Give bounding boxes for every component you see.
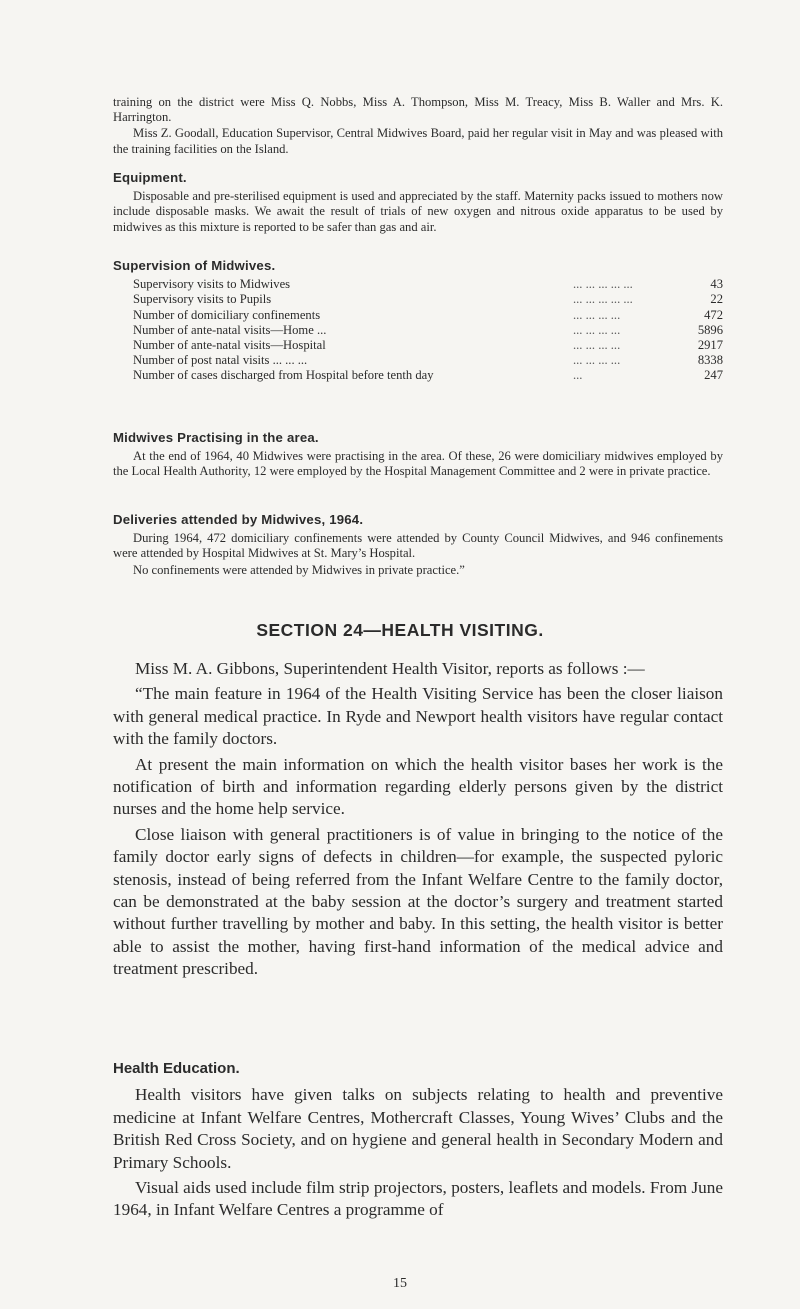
row-label: Number of ante-natal visits—Hospital (133, 338, 326, 353)
page-number: 15 (393, 1276, 407, 1291)
health-visiting-section (113, 658, 723, 984)
supervision-heading: Supervision of Midwives. (113, 258, 276, 273)
row-label: Number of ante-natal visits—Home ... (133, 322, 327, 337)
row-value: 8338 (697, 353, 723, 368)
row-value: 5896 (697, 322, 723, 337)
row-value: 43 (710, 277, 723, 292)
intro-paragraph-1: training on the district were Miss Q. Nobbs, Miss A. Thompson, Miss M. Treacy, Miss B. Waller and Mrs. K. Harrington. (113, 95, 723, 125)
intro-paragraph-2: Miss Z. Goodall, Education Supervisor, Central Midwives Board, paid her regular visit in May and was pleased with the training facilities on the Island. (113, 126, 723, 156)
row-dots: ... ... ... ... ... (573, 292, 633, 307)
supervision-table (133, 277, 723, 383)
table-row (133, 353, 723, 368)
row-dots: ... ... ... ... (573, 322, 621, 337)
health-education-section (113, 1058, 723, 1225)
equipment-paragraph: Disposable and pre-sterilised equipment is used and appreciated by the staff. Maternity packs issued to mothers now include disposable masks. We await the result of trials of new oxygen and nitrous oxide apparatus to be used by midwives as this mixture is reported to be safer than gas and air. (113, 189, 723, 234)
practising-section (113, 430, 723, 481)
practising-heading: Midwives Practising in the area. (113, 430, 319, 445)
row-dots: ... ... ... ... (573, 353, 621, 368)
section-title: SECTION 24—HEALTH VISITING. (256, 620, 544, 640)
row-value: 247 (704, 368, 723, 383)
deliveries-paragraph-2: No confinements were attended by Midwives in private practice.” (133, 562, 465, 577)
row-label: Supervisory visits to Midwives (133, 277, 291, 292)
table-row (133, 308, 723, 323)
row-label: Number of post natal visits ... ... ... (133, 353, 308, 368)
deliveries-heading: Deliveries attended by Midwives, 1964. (113, 512, 364, 527)
equipment-section (113, 170, 723, 236)
table-row (133, 338, 723, 353)
row-dots: ... ... ... ... (573, 338, 621, 353)
row-dots: ... ... ... ... (573, 307, 621, 322)
intro-block (113, 95, 723, 158)
hv-paragraph-1: Miss M. A. Gibbons, Superintendent Health Visitor, reports as follows :— (135, 659, 645, 678)
table-row (133, 277, 723, 292)
row-value: 22 (710, 292, 723, 307)
row-label: Number of cases discharged from Hospital before tenth day (133, 368, 434, 383)
row-dots: ... ... ... ... ... (573, 277, 633, 292)
table-row (133, 292, 723, 307)
he-paragraph-1: Health visitors have given talks on subjects relating to health and preventive medicine at Infant Welfare Centres, Mothercraft Classes, Young Wives’ Clubs and the British Red Cross Society, and on hygiene and general health in Secondary Modern and Primary Schools. (113, 1085, 723, 1172)
health-education-heading: Health Education. (113, 1060, 240, 1077)
row-label: Supervisory visits to Pupils (133, 292, 272, 307)
deliveries-paragraph-1: During 1964, 472 domiciliary confinements were attended by County Council Midwives, and 946 confinements were attended by Hospital Midwives at St. Mary’s Hospital. (113, 531, 723, 561)
table-row (133, 323, 723, 338)
hv-paragraph-3: At present the main information on which the health visitor bases her work is the notification of birth and information regarding elderly persons given by the district nurses and the home help service. (113, 754, 723, 819)
hv-paragraph-2: “The main feature in 1964 of the Health Visiting Service has been the closer liaison with general medical practice. In Ryde and Newport health visitors have regular contact with the family doctors. (113, 684, 723, 749)
row-label: Number of domiciliary confinements (133, 307, 321, 322)
deliveries-section (113, 512, 723, 579)
hv-paragraph-4: Close liaison with general practitioners is of value in bringing to the notice of the family doctor early signs of defects in children—for example, the suspected pyloric stenosis, instead of being referred from the Infant Welfare Centre to the family doctor, can be demonstrated at the baby session at the doctor’s surgery and treatment started without further travelling by mother and baby. In this setting, the health visitor is better able to assist the mother, having first-hand information of the medical advice and treatment prescribed. (113, 824, 723, 979)
table-row (133, 368, 723, 383)
practising-paragraph: At the end of 1964, 40 Midwives were practising in the area. Of these, 26 were domiciliary midwives employed by the Local Health Authority, 12 were employed by the Hospital Management Committee and 2 were in private practice. (113, 449, 723, 479)
equipment-heading: Equipment. (113, 170, 187, 185)
row-dots: ... (573, 368, 583, 383)
supervision-section (113, 258, 723, 384)
he-paragraph-2: Visual aids used include film strip projectors, posters, leaflets and models. From June 1964, in Infant Welfare Centres a programme of (113, 1178, 723, 1220)
row-value: 2917 (697, 338, 723, 353)
row-value: 472 (704, 307, 723, 322)
